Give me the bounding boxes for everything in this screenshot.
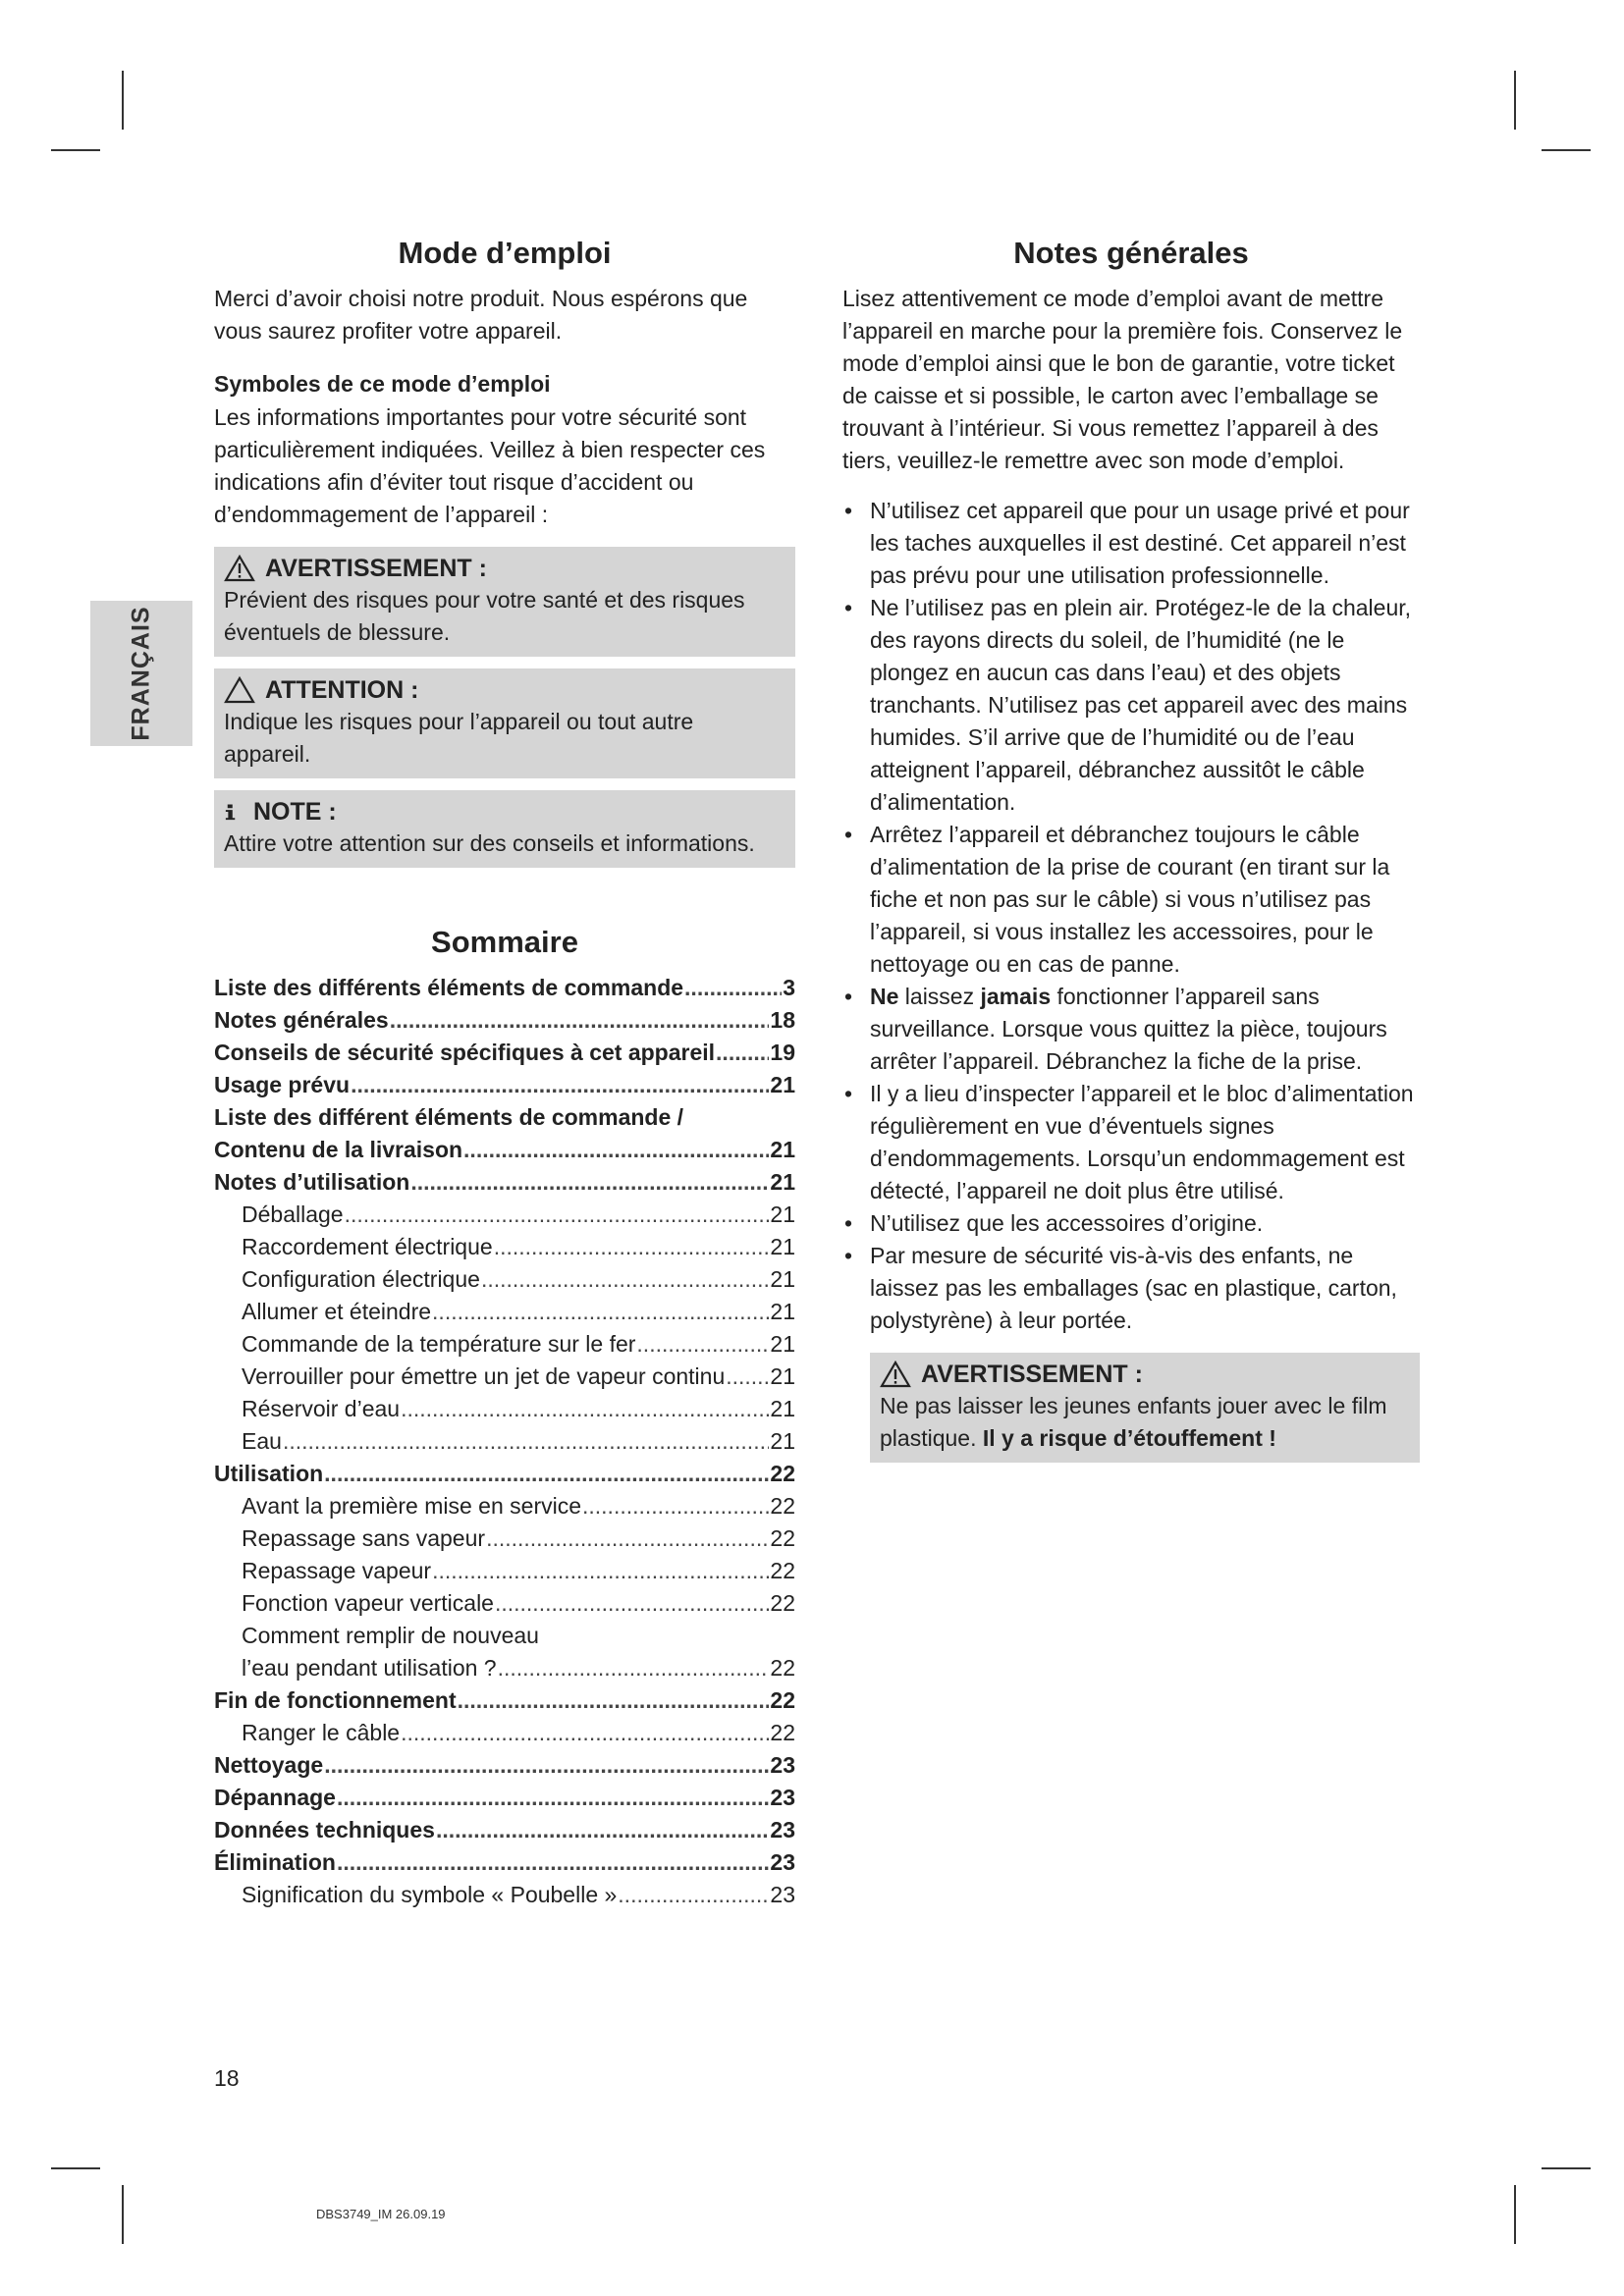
toc-leader-dots — [401, 1393, 769, 1425]
toc-entry — [214, 1782, 795, 1814]
toc-entry — [214, 1717, 795, 1749]
toc-leader-dots — [337, 1846, 769, 1879]
toc-entry — [214, 1231, 795, 1263]
toc-leader-dots — [684, 972, 782, 1004]
bullet-text: Ne l’utilisez pas en plein air. Protégez-le de la chaleur, des rayons directs du soleil, de l’humidité (ne le plongez en aucun cas dans l’eau) et des objets tranchants. N’utilisez pas cet appareil avec des mains humides. S’il arrive que de l’humidité ou de l’eau atteignent l’appareil, débranchez aussitôt le câble d’alimentation. — [870, 595, 1412, 815]
toc-entry-label: Repassage sans vapeur — [242, 1525, 486, 1551]
toc-list — [214, 972, 795, 1911]
warning-triangle-icon — [880, 1361, 911, 1388]
toc-leader-dots — [498, 1652, 770, 1684]
crop-mark — [1542, 149, 1591, 151]
toc-leader-dots — [337, 1782, 769, 1814]
language-tab — [90, 601, 192, 746]
toc-title: Sommaire — [431, 925, 578, 959]
toc-entry — [214, 1004, 795, 1037]
crop-mark — [51, 149, 100, 151]
general-notes-title: Notes générales — [1013, 236, 1249, 270]
bullet-emphasis: Ne — [870, 984, 899, 1009]
toc-entry-label: Fin de fonctionnement — [214, 1687, 457, 1713]
bullet-text: laissez — [898, 984, 981, 1009]
page-number: 18 — [214, 2065, 240, 2091]
toc-entry — [214, 1814, 795, 1846]
attention-triangle-icon — [224, 676, 255, 704]
toc-entry-page: 18 — [770, 1007, 795, 1033]
safety-bullet — [842, 1078, 1420, 1207]
right-warning-body: Ne pas laisser les jeunes enfants jouer avec le film plastique. — [880, 1393, 1387, 1451]
crop-mark — [1542, 2167, 1591, 2169]
note-text: Attire votre attention sur des conseils et informations. — [224, 830, 755, 856]
toc-entry-label: Signification du symbole « Poubelle » — [242, 1882, 618, 1907]
toc-entry-label: Déballage — [242, 1201, 344, 1227]
toc-leader-dots — [481, 1263, 769, 1296]
bullet-text: N’utilisez cet appareil que pour un usage privé et pour les taches auxquelles il est destiné. Cet appareil n’est pas prévu pour une utilisation professionnelle. — [870, 498, 1410, 588]
safety-bullet — [842, 819, 1420, 981]
toc-entry-page: 21 — [770, 1072, 795, 1097]
toc-entry-page: 22 — [770, 1461, 795, 1486]
toc-entry-label: Avant la première mise en service — [242, 1493, 581, 1519]
note-box — [214, 790, 795, 868]
toc-entry-page: 22 — [770, 1655, 795, 1681]
warning-triangle-icon — [224, 555, 255, 582]
toc-leader-dots — [283, 1425, 769, 1458]
toc-entry-label: Contenu de la livraison — [214, 1137, 463, 1162]
toc-entry — [214, 1846, 795, 1879]
toc-entry-page: 22 — [770, 1590, 795, 1616]
toc-entry-page: 21 — [770, 1331, 795, 1357]
right-column — [842, 236, 1420, 1463]
language-label: FRANÇAIS — [127, 606, 155, 741]
toc-entry-label: Ranger le câble — [242, 1720, 401, 1745]
toc-leader-dots — [495, 1587, 769, 1620]
toc-entry — [214, 1296, 795, 1328]
toc-entry-label: Fonction vapeur verticale — [242, 1590, 494, 1616]
toc-entry: Comment remplir de nouveau — [242, 1623, 539, 1648]
intro-text: Merci d’avoir choisi notre produit. Nous espérons que vous saurez profiter votre appareil. — [214, 286, 748, 344]
toc-entry-label: Notes générales — [214, 1007, 389, 1033]
toc-entry — [214, 1587, 795, 1620]
toc-entry-page: 21 — [770, 1396, 795, 1421]
toc-entry — [214, 1684, 795, 1717]
bullet-emphasis: jamais — [980, 984, 1052, 1009]
symbols-text: Les informations importantes pour votre sécurité sont particulièrement indiquées. Veillez à bien respecter ces indications afin d’éviter tout risque d’accident ou d’endommagement de l’appareil : — [214, 404, 766, 527]
toc-entry-label: Eau — [242, 1428, 282, 1454]
toc-leader-dots — [324, 1749, 769, 1782]
right-warning-strong: Il y a risque d’étouffement ! — [982, 1425, 1276, 1451]
toc-leader-dots — [486, 1522, 769, 1555]
toc-entry-label: Raccordement électrique — [242, 1234, 493, 1259]
toc-entry-page: 22 — [770, 1525, 795, 1551]
left-column — [214, 236, 795, 1911]
attention-title: ATTENTION : — [265, 676, 419, 704]
toc-entry — [214, 1458, 795, 1490]
toc-entry — [214, 1166, 795, 1199]
toc-entry-page: 23 — [770, 1752, 795, 1778]
toc-entry-label: Verrouiller pour émettre un jet de vapeur continu — [242, 1363, 726, 1389]
toc-leader-dots — [726, 1361, 769, 1393]
note-title: NOTE : — [253, 798, 337, 826]
symbols-heading: Symboles de ce mode d’emploi — [214, 371, 551, 397]
toc-entry-label: Notes d’utilisation — [214, 1169, 410, 1195]
bullet-text: Par mesure de sécurité vis-à-vis des enfants, ne laissez pas les emballages (sac en plastique, carton, polystyrène) à leur portée. — [870, 1243, 1397, 1333]
toc-leader-dots — [716, 1037, 769, 1069]
attention-text: Indique les risques pour l’appareil ou tout autre appareil. — [224, 709, 694, 767]
toc-entry — [214, 1425, 795, 1458]
toc-leader-dots — [582, 1490, 769, 1522]
toc-entry — [214, 1069, 795, 1101]
toc-entry-page: 22 — [770, 1720, 795, 1745]
toc-entry-label: Données techniques — [214, 1817, 435, 1842]
toc-leader-dots — [432, 1555, 769, 1587]
toc-leader-dots — [432, 1296, 769, 1328]
toc-entry-label: Utilisation — [214, 1461, 324, 1486]
toc-entry-page: 21 — [770, 1428, 795, 1454]
toc-leader-dots — [324, 1458, 769, 1490]
toc-entry: Liste des différent éléments de commande / — [214, 1104, 684, 1130]
toc-entry — [214, 1134, 795, 1166]
toc-entry-page: 21 — [770, 1169, 795, 1195]
warning-text: Prévient des risques pour votre santé et des risques éventuels de blessure. — [224, 587, 745, 645]
toc-leader-dots — [390, 1004, 770, 1037]
toc-entry — [214, 1393, 795, 1425]
toc-entry-page: 21 — [770, 1234, 795, 1259]
toc-entry-label: Configuration électrique — [242, 1266, 480, 1292]
toc-entry — [214, 1490, 795, 1522]
safety-bullet — [842, 495, 1420, 592]
crop-mark — [122, 2185, 124, 2244]
toc-leader-dots — [636, 1328, 769, 1361]
safety-bullet-list — [842, 495, 1420, 1337]
toc-entry — [214, 1199, 795, 1231]
toc-entry-page: 23 — [770, 1849, 795, 1875]
toc-leader-dots — [410, 1166, 769, 1199]
toc-entry-label: l’eau pendant utilisation ? — [242, 1655, 497, 1681]
bullet-text: N’utilisez que les accessoires d’origine. — [870, 1210, 1264, 1236]
manual-title: Mode d’emploi — [398, 236, 612, 270]
toc-leader-dots — [351, 1069, 769, 1101]
toc-entry-label: Dépannage — [214, 1785, 336, 1810]
toc-entry-page: 21 — [770, 1363, 795, 1389]
toc-entry-label: Conseils de sécurité spécifiques à cet appareil — [214, 1040, 716, 1065]
toc-entry-label: Allumer et éteindre — [242, 1299, 432, 1324]
toc-leader-dots — [463, 1134, 769, 1166]
bullet-text: Arrêtez l’appareil et débranchez toujours le câble d’alimentation de la prise de courant (en tirant sur la fiche et non pas sur le câble) si vous n’utilisez pas l’appareil, si vous installez les accessoires, pour le nettoyage ou en cas de panne. — [870, 822, 1390, 977]
toc-leader-dots — [494, 1231, 770, 1263]
crop-mark — [1514, 2185, 1516, 2244]
toc-entry — [214, 1263, 795, 1296]
toc-entry — [214, 1555, 795, 1587]
toc-entry-label: Commande de la température sur le fer — [242, 1331, 636, 1357]
toc-leader-dots — [345, 1199, 770, 1231]
toc-entry-page: 21 — [770, 1266, 795, 1292]
safety-bullet — [842, 1240, 1420, 1337]
bullet-text: Il y a lieu d’inspecter l’appareil et le bloc d’alimentation régulièrement en vue d’éventuels signes d’endommagements. Lorsqu’un endommagement est détecté, l’appareil ne doit plus être utilisé. — [870, 1081, 1414, 1203]
attention-box — [214, 668, 795, 778]
toc-entry-label: Nettoyage — [214, 1752, 324, 1778]
toc-entry-page: 19 — [770, 1040, 795, 1065]
toc-entry-page: 23 — [770, 1817, 795, 1842]
toc-entry-label: Élimination — [214, 1849, 336, 1875]
toc-entry-page: 23 — [770, 1785, 795, 1810]
toc-entry — [214, 1522, 795, 1555]
toc-entry — [214, 1652, 795, 1684]
toc-entry — [214, 1037, 795, 1069]
safety-bullet — [842, 1207, 1420, 1240]
toc-entry-label: Repassage vapeur — [242, 1558, 432, 1583]
crop-mark — [1514, 71, 1516, 130]
crop-mark — [51, 2167, 100, 2169]
bullet-text: fonctionner l’appareil sans surveillance. Lorsque vous quittez la pièce, toujours arrêter l’appareil. Débranchez la fiche de la prise. — [870, 984, 1387, 1074]
toc-entry — [214, 1361, 795, 1393]
toc-leader-dots — [436, 1814, 769, 1846]
toc-entry-page: 3 — [783, 975, 795, 1000]
toc-entry-label: Liste des différents éléments de commande — [214, 975, 684, 1000]
toc-leader-dots — [618, 1879, 769, 1911]
toc-entry-page: 21 — [770, 1299, 795, 1324]
toc-entry — [214, 1879, 795, 1911]
toc-entry-page: 21 — [770, 1201, 795, 1227]
toc-entry — [214, 1328, 795, 1361]
safety-bullet — [842, 592, 1420, 819]
toc-leader-dots — [458, 1684, 770, 1717]
toc-entry-page: 22 — [770, 1687, 795, 1713]
toc-entry — [214, 972, 795, 1004]
safety-bullet — [842, 981, 1420, 1078]
footer-code: DBS3749_IM 26.09.19 — [316, 2207, 446, 2221]
warning-title: AVERTISSEMENT : — [265, 555, 487, 582]
toc-leader-dots — [401, 1717, 769, 1749]
toc-entry — [214, 1749, 795, 1782]
warning-box — [214, 547, 795, 657]
general-notes-intro: Lisez attentivement ce mode d’emploi avant de mettre l’appareil en marche pour la première fois. Conservez le mode d’emploi ainsi que le bon de garantie, votre ticket de caisse et si possible, le carton avec l’emballage se trouvant à l’intérieur. Si vous remettez l’appareil à des tiers, veuillez-le remettre avec son mode d’emploi. — [842, 286, 1403, 473]
toc-entry-page: 22 — [770, 1493, 795, 1519]
toc-entry-page: 22 — [770, 1558, 795, 1583]
right-warning-text — [880, 1390, 1410, 1455]
toc-entry-label: Usage prévu — [214, 1072, 351, 1097]
toc-entry-label: Réservoir d’eau — [242, 1396, 401, 1421]
toc-entry-page: 23 — [770, 1882, 795, 1907]
right-warning-box — [870, 1353, 1420, 1463]
crop-mark — [122, 71, 124, 130]
right-warning-title: AVERTISSEMENT : — [921, 1361, 1143, 1388]
toc-entry-page: 21 — [770, 1137, 795, 1162]
info-icon — [224, 798, 244, 826]
